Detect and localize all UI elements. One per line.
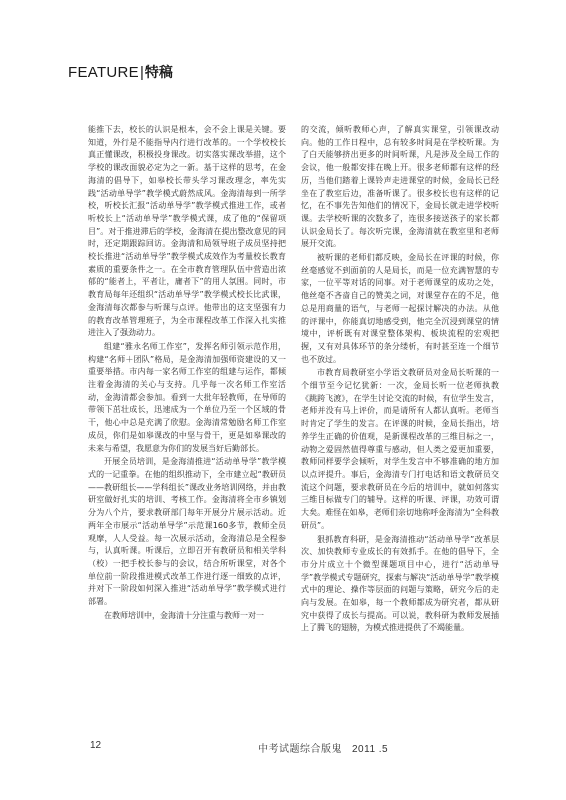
section-separator: | [140, 64, 144, 81]
section-label: FEATURE [68, 64, 139, 81]
section-header [68, 62, 173, 82]
issue-label: 2011 .5 [352, 744, 389, 755]
article-column-right [301, 124, 499, 736]
article-column-left [88, 124, 286, 736]
paragraph: 的交流，倾听教师心声，了解真实课堂，引领课改动向。他的工作日程中，总有较多时间是在学校听课。为了白天能够挤出更多的时间听课，凡是涉及全局工作的会议，他一般都安排在晚上开。很多老师都有这样的经历，当他们踏着上课铃声走进课堂的时候，金局长已经坐在了教室后边，准备听课了。很多校长也有这样的记忆，在不事先告知他们的情况下，金局长就走进学校听课。去学校听课的次数多了，连很多接送孩子的家长都认识金局长了。每次听完课，金海清就在教室里和老师展开交流。 [301, 125, 499, 249]
paragraph: 市教育局教研室小学语文教研员对金局长听课的一个细节至今记忆犹新：一次，金局长听一位老师执教《跳跨飞渡》，在学生讨论交流的时候，有位学生发言，老师并没有马上评价，而是请所有人都认真听。老师当时肯定了学生的发言。在评课的时候，金局长指出，培养学生正确的价值观，是新课程改革的三维目标之一，动物之爱固然值得尊重与感动，但人类之爱更加重要，教师同样要学会倾听，对学生发言中不够准确的地方加以点评提升。事后，金海清专门打电话和语文教研员交流这个问题，要求教研员在今后的培训中，就如何落实三维目标做专门的辅导。这样的听课、评课，功效可谓大矣。难怪在如皋，老师们亲切地称呼金海清为“全科教研员”。 [301, 368, 499, 530]
paragraph: 在教师培训中，金海清十分注重与教师一对一 [104, 610, 264, 620]
page-number: 12 [90, 740, 102, 751]
section-title: 特稿 [144, 65, 173, 81]
journal-name: 中考试题综合版鬼 [258, 744, 342, 755]
journal-info [258, 740, 388, 755]
paragraph: 被听课的老师们都反映，金局长在评课的时候，你丝毫感觉不到面前的人是局长，而是一位充满智慧的专家，一位平等对话的同事。对于老师课堂的成功之处，他丝毫不吝啬自己的赞美之词，对课堂存在的不足，他总是用商量的语气，与老师一起探讨解决的办法。从他的评课中，你能真切地感受到，他完全沉浸到课堂的情境中，评析既有对课堂整体架构、板块流程的宏观把握，又有对具体环节的条分缕析，有时甚至连一个细节也不放过。 [301, 253, 499, 364]
paragraph: 组建“雅永名师工作室”，发挥名师引领示范作用，构建“名师＋团队”格局，是金海清加强师资建设的又一重要举措。市内每一家名师工作室的组建与运作，都倾注着金海清的关心与支持。几乎每一次名师工作室活动，金海清都会参加。看到一大批年轻教师，在导师的带领下茁壮成长，迅速成为一个单位乃至一个区域的骨干，他心中总是充满了欣慰。金海清常勉励名师工作室成员，你们是如皋课改的中坚与骨干，更是如皋课改的未来与希望，我愿意为你们的发展当好后勤部长。 [88, 341, 286, 453]
paragraph: 开展全员培训，是金海清推进“活动单导学”教学模式的一记重拳。在他的组织推动下，全市建立起“教研员——教研组长——学科组长”课改业务培训网络，并由教研室做好扎实的培训、考核工作。金海清将全市乡镇划分为八个片，要求教研部门每年开展分片展示活动。近两年全市展示“活动单导学”示范课160多节，教师全员观摩，人人受益。每一次展示活动，金海清总是全程参与，认真听课。听课后，立即召开有教研员和相关学科（校）一把手校长参与的会议，结合所听课堂，对各个单位前一阶段推进模式改革工作进行逐一细致的点评，并对下一阶段如何深入推进“活动单导学”教学模式进行部署。 [88, 457, 286, 607]
paragraph: 能推下去，校长的认识是根本，会不会上课是关键。要知道，外行是不能指导内行进行改革的。一个学校校长真正懂课改，积极投身课改。切实落实课改举措，这个学校的课改面貌必定为之一新。基于这样的思考，在金海清的倡导下，如皋校长带头学习课改理念，率先实践“活动单导学”教学模式蔚然成风。金海清每到一所学校，听校长汇报“活动单导学”教学模式推进工作，或者听校长上“活动单导学”教学模式课，成了他的“保留项目”。对于推进滞后的学校，金海清在提出整改意见的同时，还定期跟踪回访。金海清和局领导班子成员坚持把校长推进“活动单导学”教学模式成效作为考量校长教育素质的重要条件之一。在全市教育管理队伍中营造出浓郁的“能者上，平者让，庸者下”的用人氛围。同时，市教育局每年还组织“活动单导学”教学模式校长比武课，金海清每次都参与听课与点评。他带出的这支坚强有力的教育改革管理班子，为全市课程改革工作深入扎实推进注入了强劲动力。 [88, 125, 286, 338]
paragraph: 狠抓教育科研，是金海清推动“活动单导学”改革层次、加快教师专业成长的有效抓手。在他的倡导下，全市分片成立十个微型课题项目中心，进行“活动单导学”教学模式专题研究，探索与解决“活动单导学”教学模式中的理论、操作等层面的问题与策略，研究今后的走向与发展。在如皋，每一个教师都成为研究者，都从研究中获得了成长与提高。可以说，教科研为教师发展插上了腾飞的翅膀，为模式推进提供了不竭能量。 [301, 534, 499, 633]
